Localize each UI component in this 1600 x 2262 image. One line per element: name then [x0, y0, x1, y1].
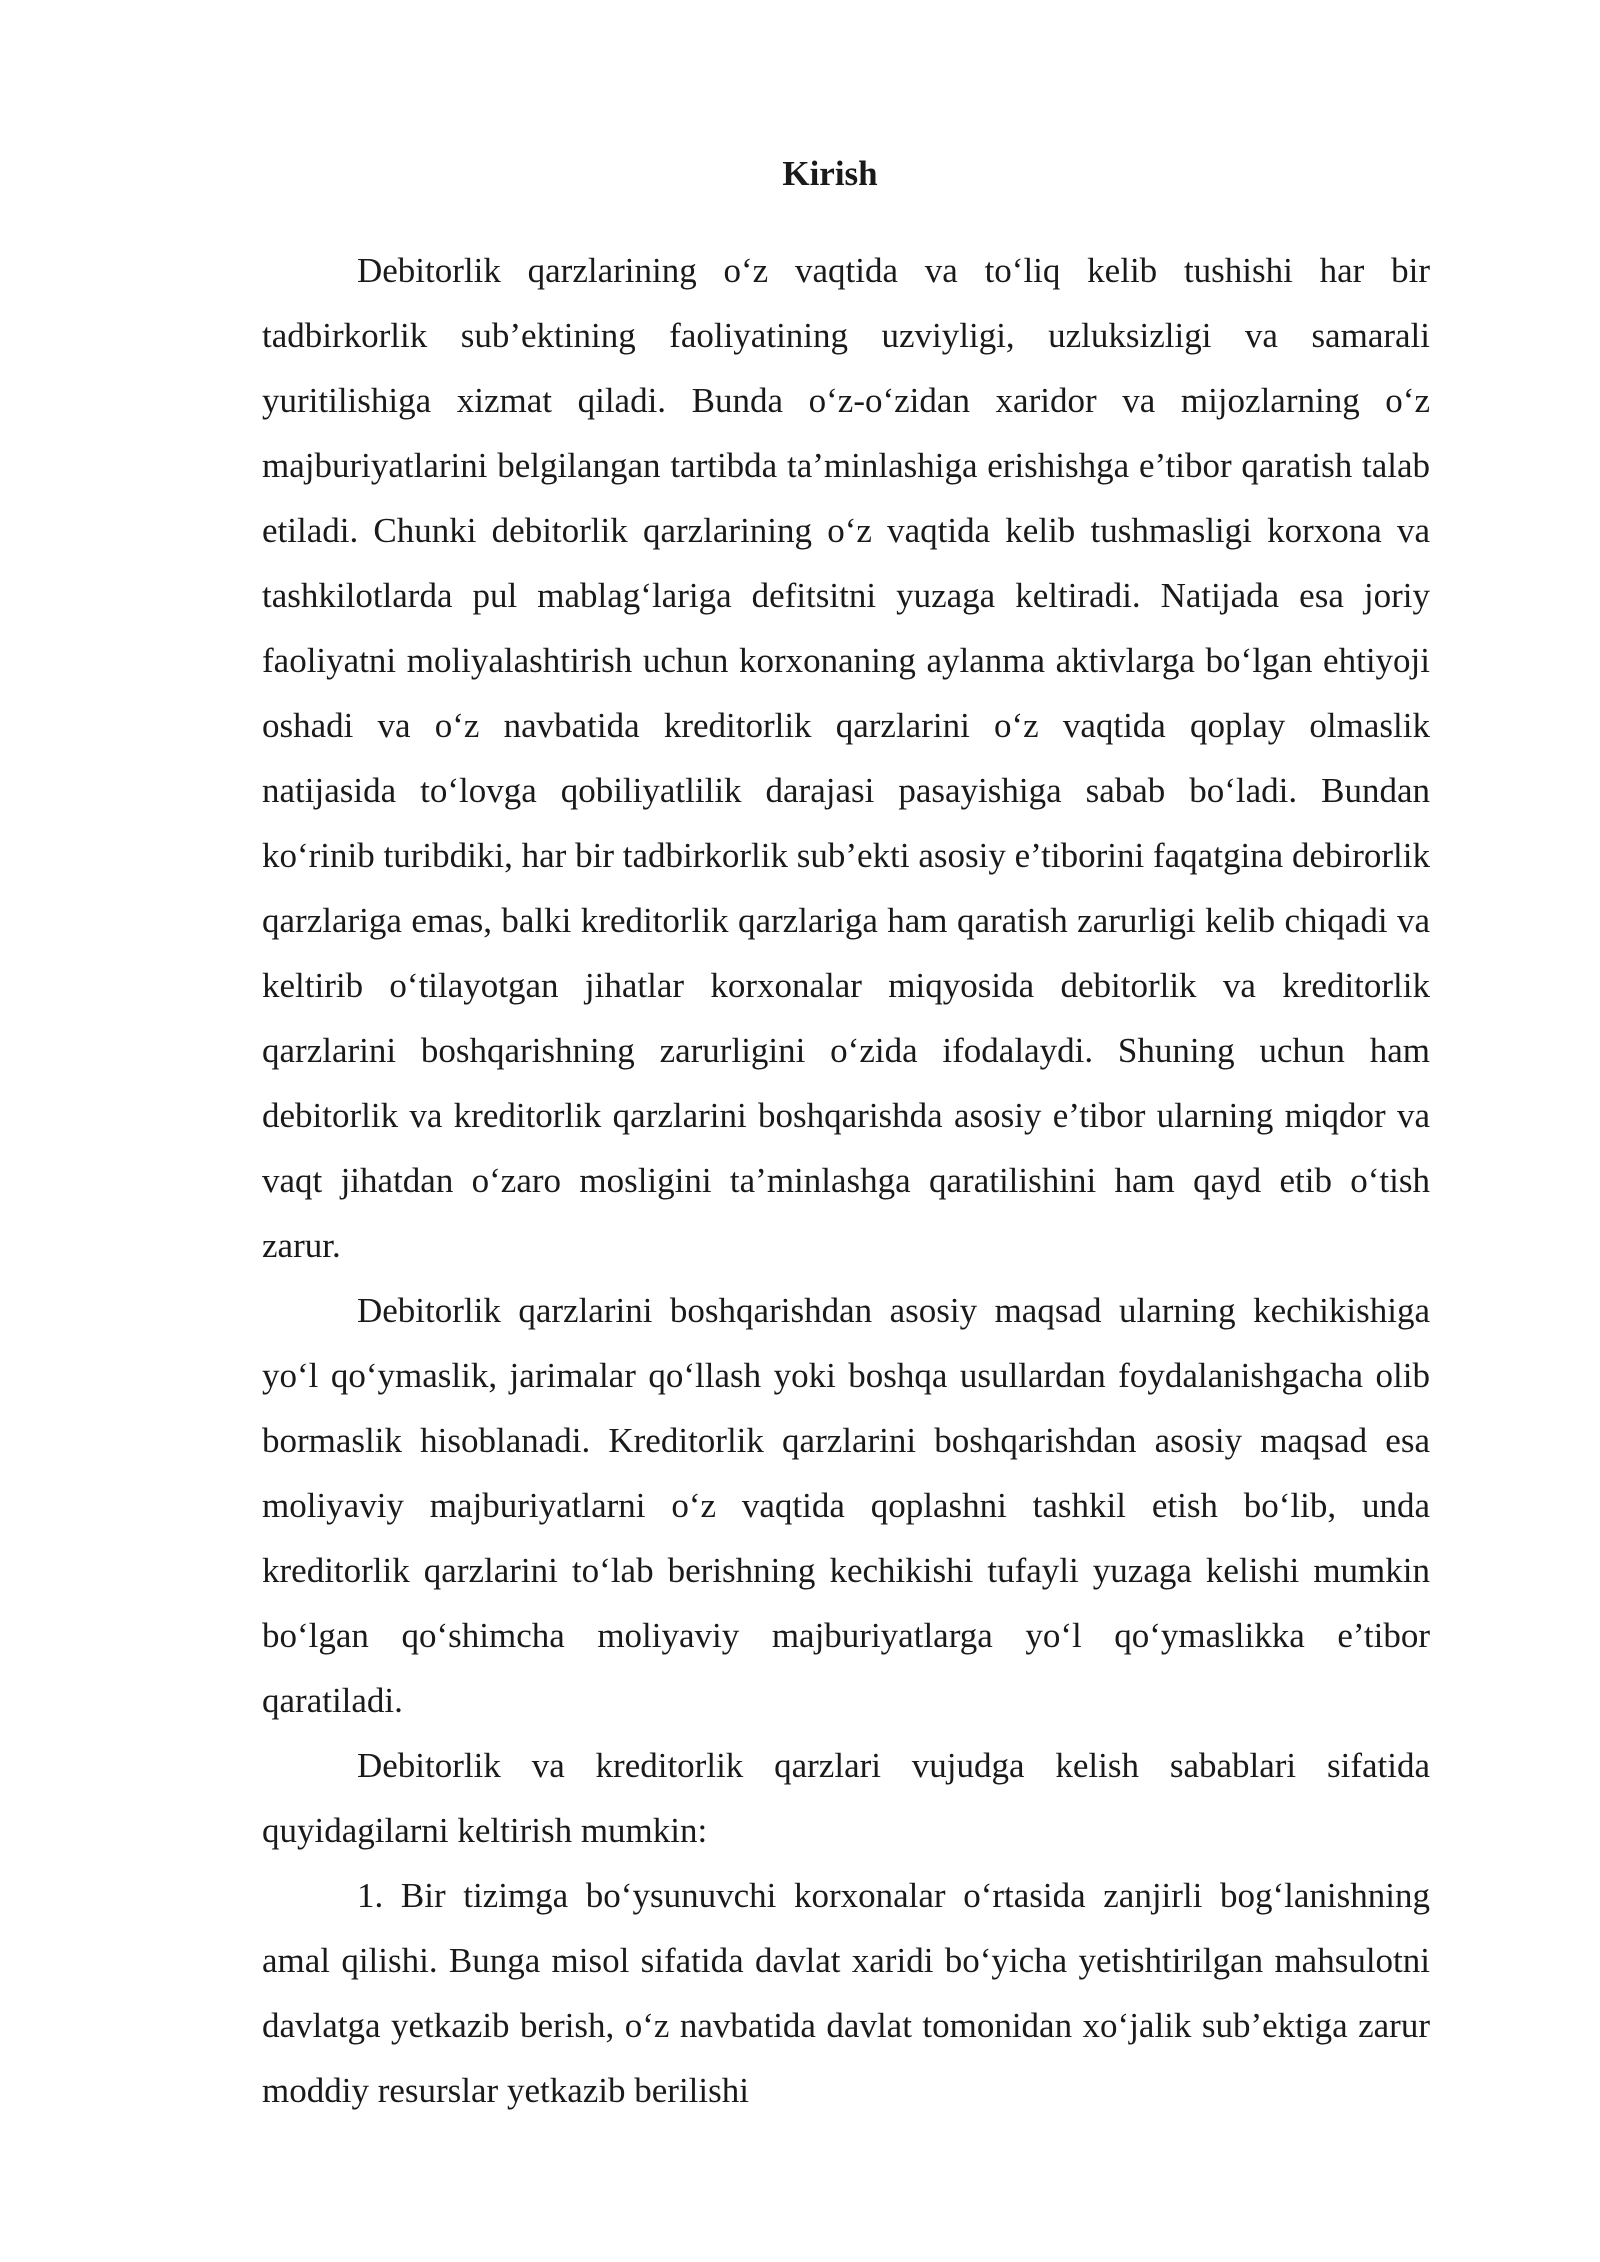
page-title: Kirish	[782, 154, 878, 193]
document-body	[262, 238, 1430, 2123]
paragraph-3: Debitorlik va kreditorlik qarzlari vujudga kelish sabablari sifatida quyidagilarni keltirish mumkin:	[262, 1746, 1430, 1850]
paragraph-1: Debitorlik qarzlarining o‘z vaqtida va to‘liq kelib tushishi har bir tadbirkorlik sub’ektining faoliyatining uzviyligi, uzluksizligi va samarali yuritilishiga xizmat qiladi. Bunda o‘z-o‘zidan xaridor va mijozlarning o‘z majburiyatlarini belgilangan tartibda ta’minlashiga erishishga e’tibor qaratish talab etiladi. Chunki debitorlik qarzlarining o‘z vaqtida kelib tushmasligi korxona va tashkilotlarda pul mablag‘lariga defitsitni yuzaga keltiradi. Natijada esa joriy faoliyatni moliyalashtirish uchun korxonaning aylanma aktivlarga bo‘lgan ehtiyoji oshadi va o‘z navbatida kreditorlik qarzlarini o‘z vaqtida qoplay olmaslik natijasida to‘lovga qobiliyatlilik darajasi pasayishiga sabab bo‘ladi. Bundan ko‘rinib turibdiki, har bir tadbirkorlik sub’ekti asosiy e’tiborini faqatgina debirorlik qarzlariga emas, balki kreditorlik qarzlariga ham qaratish zarurligi kelib chiqadi va keltirib o‘tilayotgan jihatlar korxonalar miqyosida debitorlik va kreditorlik qarzlarini boshqarishning zarurligini o‘zida ifodalaydi. Shuning uchun ham debitorlik va kreditorlik qarzlarini boshqarishda asosiy e’tibor ularning miqdor va vaqt jihatdan o‘zaro mosligini ta’minlashga qaratilishini ham qayd etib o‘tish zarur.	[262, 251, 1430, 1265]
paragraph-4: 1. Bir tizimga bo‘ysunuvchi korxonalar o‘rtasida zanjirli bog‘lanishning amal qilishi. Bunga misol sifatida davlat xaridi bo‘yicha yetishtirilgan mahsulotni davlatga yetkazib berish, o‘z navbatida davlat tomonidan xo‘jalik sub’ektiga zarur moddiy resurslar yetkazib berilishi	[262, 1876, 1430, 2110]
paragraph-2: Debitorlik qarzlarini boshqarishdan asosiy maqsad ularning kechikishiga yo‘l qo‘ymaslik, jarimalar qo‘llash yoki boshqa usullardan foydalanishgacha olib bormaslik hisoblanadi. Kreditorlik qarzlarini boshqarishdan asosiy maqsad esa moliyaviy majburiyatlarni o‘z vaqtida qoplashni tashkil etish bo‘lib, unda kreditorlik qarzlarini to‘lab berishning kechikishi tufayli yuzaga kelishi mumkin bo‘lgan qo‘shimcha moliyaviy majburiyatlarga yo‘l qo‘ymaslikka e’tibor qaratiladi.	[262, 1291, 1430, 1720]
